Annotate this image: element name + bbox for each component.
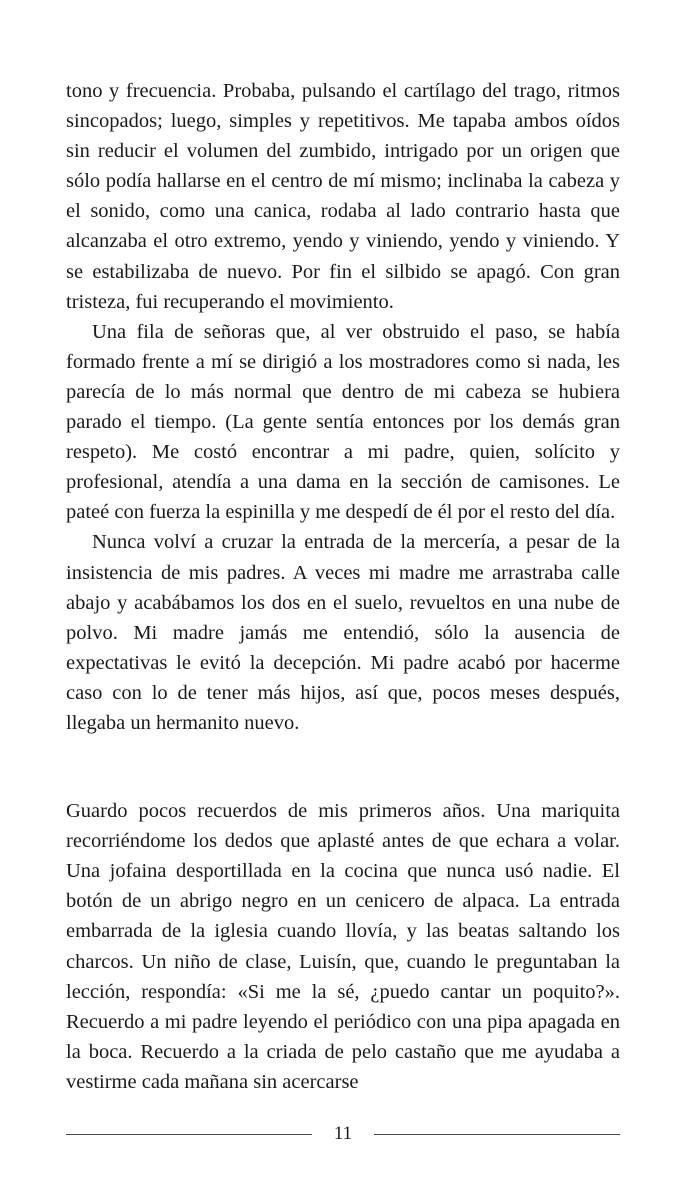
footer-rule-left [66, 1134, 312, 1135]
page-footer [66, 1122, 620, 1146]
paragraph-1: tono y frecuencia. Probaba, pulsando el cartílago del trago, ritmos sincopados; luego, simples y repetitivos. Me tapaba ambos oídos sin reducir el volumen del zumbido, intrigado por un origen que sólo podía hallarse en el centro de mí mismo; inclinaba la cabeza y el sonido, como una canica, rodaba al lado contrario hasta que alcanzaba el otro extremo, yendo y viniendo, yendo y viniendo. Y se estabilizaba de nuevo. Por fin el silbido se apagó. Con gran tristeza, fui recuperando el movimiento. [66, 80, 620, 313]
paragraph-3: Nunca volví a cruzar la entrada de la mercería, a pesar de la insistencia de mis padres. A veces mi madre me arrastraba calle abajo y acabábamos los dos en el suelo, revueltos en una nube de polvo. Mi madre jamás me entendió, sólo la ausencia de expectativas le evitó la decepción. Mi padre acabó por hacerme caso con lo de tener más hijos, así que, pocos meses después, llegaba un hermanito nuevo. [66, 531, 620, 734]
footer-rule-right [374, 1134, 620, 1135]
page-number: 11 [333, 1123, 353, 1144]
section-break [66, 738, 620, 796]
paragraph-2: Una fila de señoras que, al ver obstruido el paso, se había formado frente a mí se dirigió a los mostradores como si nada, les parecía de lo más normal que dentro de mi cabeza se hubiera parado el tiempo. (La gente sentía entonces por los demás gran respeto). Me costó encontrar a mi padre, quien, solícito y profesional, atendía a una dama en la sección de camisones. Le pateé con fuerza la espinilla y me despedí de él por el resto del día. [66, 320, 620, 524]
page-body [66, 76, 620, 1097]
paragraph-4: Guardo pocos recuerdos de mis primeros años. Una mariquita recorriéndome los dedos que aplasté antes de que echara a volar. Una jofaina desportillada en la cocina que nunca usó nadie. El botón de un abrigo negro en un cenicero de alpaca. La entrada embarrada de la iglesia cuando llovía, y las beatas saltando los charcos. Un niño de clase, Luisín, que, cuando le preguntaban la lección, respondía: «Si me la sé, ¿puedo cantar un poquito?». Recuerdo a mi padre leyendo el periódico con una pipa apagada en la boca. Recuerdo a la criada de pelo castaño que me ayudaba a vestirme cada mañana sin acercarse [66, 800, 620, 1093]
